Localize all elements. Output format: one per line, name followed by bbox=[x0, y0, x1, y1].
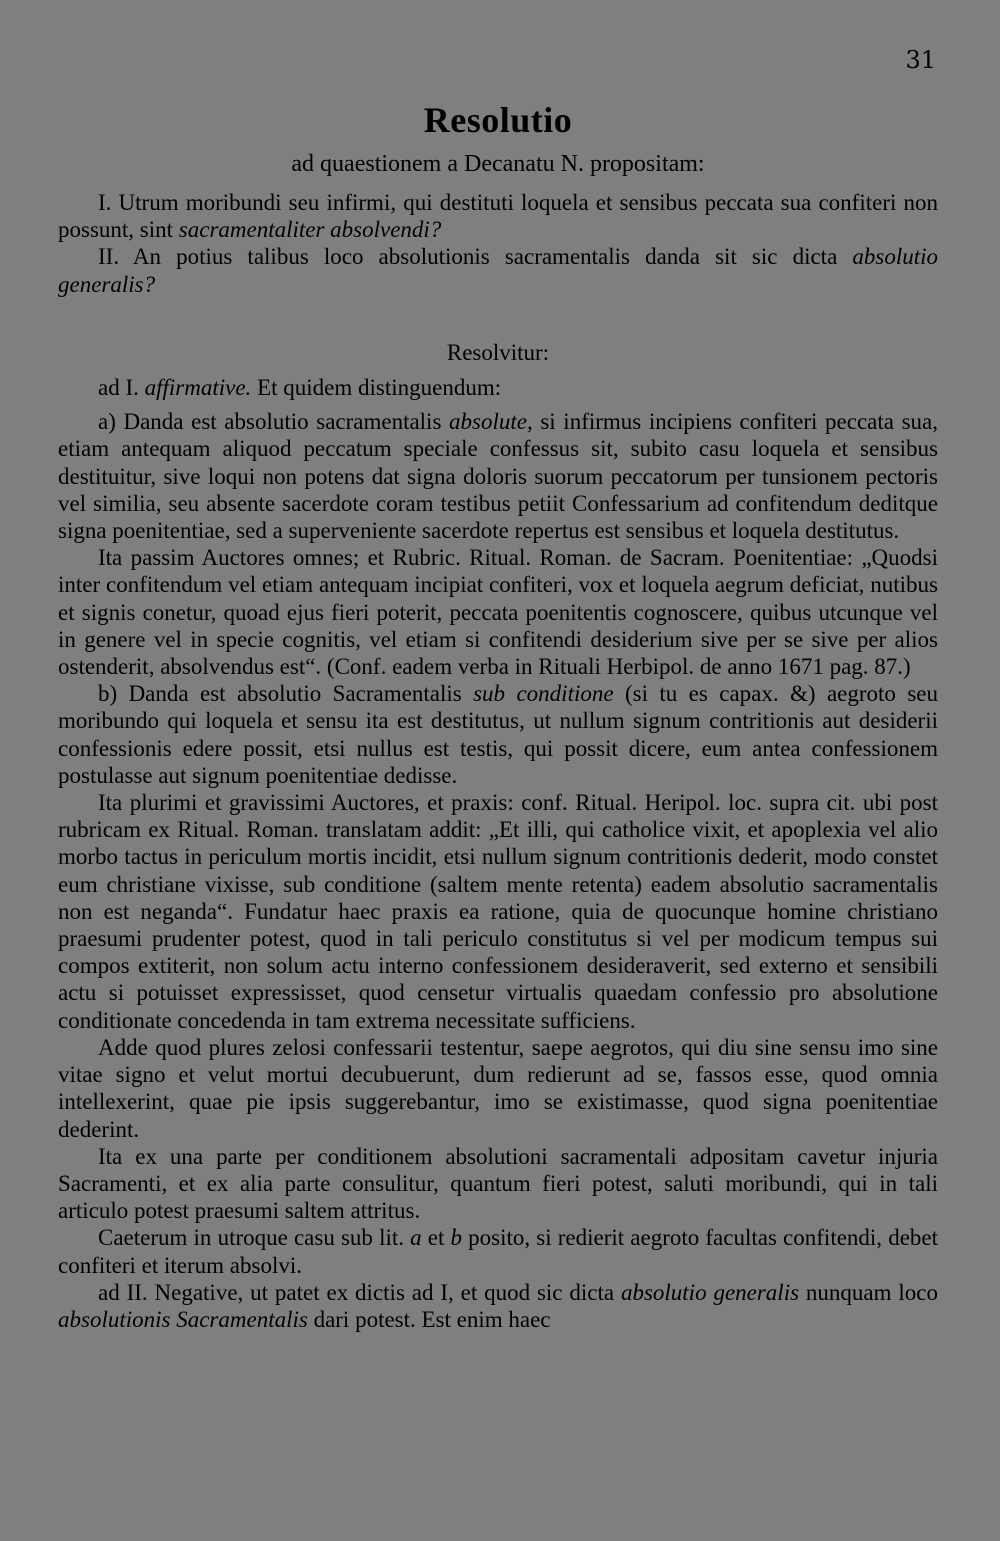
paragraph-ita-passim: Ita passim Auctores omnes; et Rubric. Ritual. Roman. de Sacram. Poenitentiae: „Quodsi inter confitendum vel etiam antequam incipiat confiteri, vox et loquela aegrum deficiat, nutibus et signis conetur, quoad ejus fieri poterit, peccata poenitentis cognoscere, quibus utcunque vel in genere vel in specie cognitis, vel etiam si confitendi desiderium sive per se sive per alios ostenderit, absolvendus est“. (Conf. eadem verba in Rituali Herbipol. de anno 1671 pag. 87.) bbox=[58, 545, 938, 680]
resolvitur-heading: Resolvitur: bbox=[446, 339, 550, 365]
document-body bbox=[58, 189, 938, 1333]
question-1: I. Utrum moribundi seu infirmi, qui destituti loquela et sensibus peccata sua confiteri non possunt, sint sacramentaliter absolvendi? bbox=[58, 190, 938, 243]
answer-2: ad II. Negative, ut patet ex dictis ad I, et quod sic dicta absolutio generalis nunquam loco absolutionis Sacramentalis dari potest. Est enim haec bbox=[58, 1279, 938, 1332]
paragraph-a: a) Danda est absolutio sacramentalis absolute, si infirmus incipiens confiteri peccata sua, etiam antequam aliquod peccatum speciale confessus sit, subito casu loquela et sensibus destituitur, sive loqui non potens dat signa doloris suorum peccatorum per tunsionem pectoris vel similia, seu absente sacerdote coram testibus petiit Confessarium ad confitendum deditque signa poenitentiae, sed a superveniente sacerdote repertus est sensibus et loquela destitutus. bbox=[58, 409, 938, 544]
paragraph-adde: Adde quod plures zelosi confessarii testentur, saepe aegrotos, qui diu sine sensu imo sine vitae signo et velut mortui decubuerunt, dum redierunt ad se, fassos esse, quod omnia intellexerint, quae pie ipsis suggerebantur, imo se existimasse, quod signa poenitentiae dederint. bbox=[58, 1034, 938, 1142]
page-number: 31 bbox=[905, 46, 936, 74]
paragraph-b: b) Danda est absolutio Sacramentalis sub conditione (si tu es capax. &) aegroto seu moribundo qui loquela et sensu ita est destitutus, ut nullum signum contritionis aut desiderii confessionis edere possit, etsi nullus est testis, qui possit dicere, eum antea confessionem postulasse aut signum poenitentiae dedisse. bbox=[58, 681, 938, 788]
paragraph-ita-ex: Ita ex una parte per conditionem absolutioni sacramentali adpositam cavetur injuria Sacramenti, et ex alia parte consulitur, quantum fieri potest, saluti moribundi, qui in tali articulo potest praesumi saltem attritus. bbox=[58, 1143, 938, 1224]
page-title: Resolutio bbox=[423, 100, 573, 140]
answer-1-intro: ad I. affirmative. Et quidem distinguendum: bbox=[98, 375, 502, 401]
page-subtitle: ad quaestionem a Decanatu N. propositam: bbox=[291, 151, 705, 177]
question-2: II. An potius talibus loco absolutionis sacramentalis danda sit sic dicta absolutio generalis? bbox=[58, 244, 938, 297]
paragraph-caeterum: Caeterum in utroque casu sub lit. a et b posito, si redierit aegroto facultas confitendi, debet confiteri et iterum absolvi. bbox=[58, 1225, 938, 1278]
paragraph-ita-plurimi: Ita plurimi et gravissimi Auctores, et praxis: conf. Ritual. Heripol. loc. supra cit. ubi post rubricam ex Ritual. Roman. translatam addit: „Et illi, qui catholice vixit, et apoplexia vel alio morbo tactus in periculum mortis incidit, etsi nullum signum contritionis dederit, modo constet eum christiane vixisse, sub conditione (saltem mente retenta) eadem absolutio sacramentalis non est neganda“. Fundatur haec praxis ea ratione, quia de quocunque homine christiano praesumi prudenter potest, quod in tali periculo constitutus si vel per modicum tempus sui compos extiterit, non solum actu interno confessionem desideraverit, sed externo et sensibili actu si potuisset expressisset, quod censetur virtualis quaedam confessio pro absolutione conditionate concedenda in tam extrema necessitate sufficiens. bbox=[58, 790, 938, 1033]
document-page bbox=[58, 0, 938, 1541]
